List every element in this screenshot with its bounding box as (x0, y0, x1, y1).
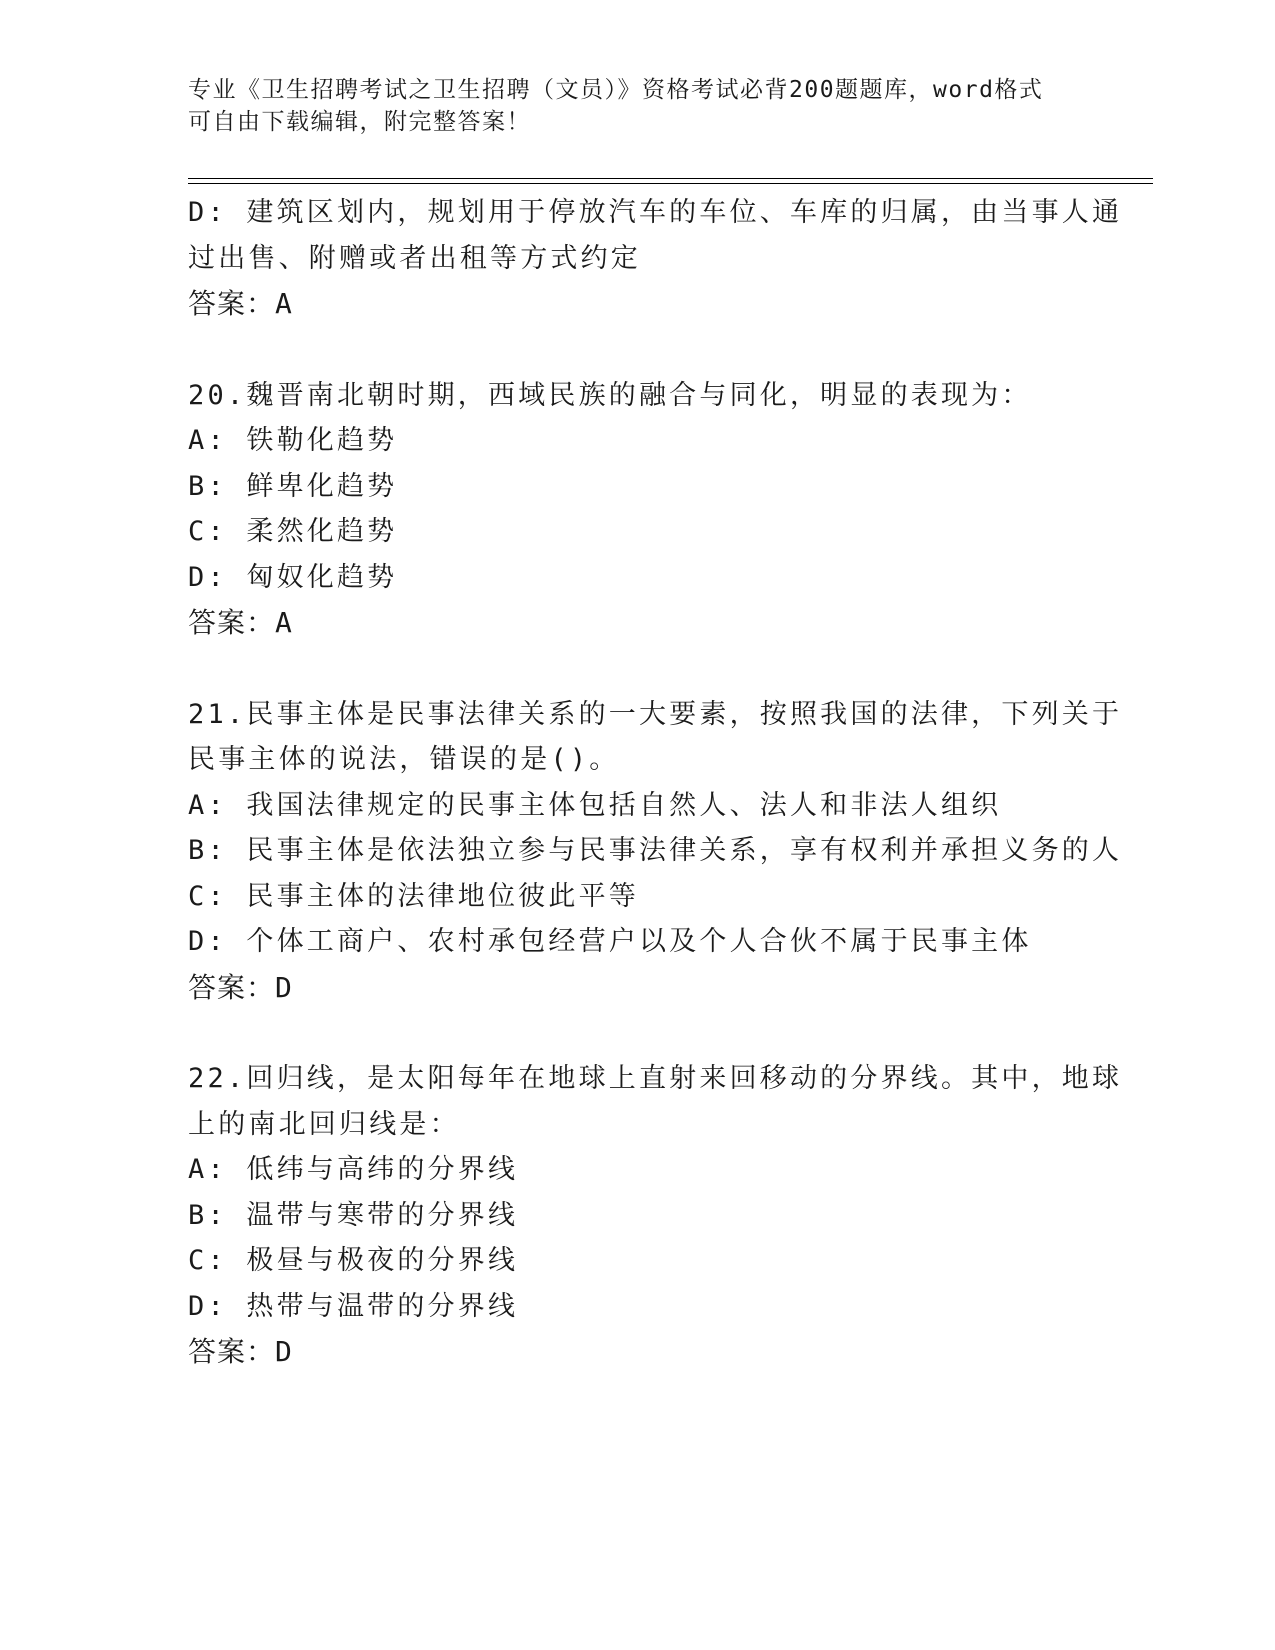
answer (188, 965, 1088, 1011)
option-c: C: 柔然化趋势 (188, 516, 398, 547)
spacer (188, 327, 1088, 373)
answer-label: 答案： (188, 970, 276, 1004)
option-c: C: 民事主体的法律地位彼此平等 (188, 880, 639, 912)
answer-value: D (275, 970, 293, 1004)
answer (188, 600, 1088, 646)
prev-answer (188, 281, 1088, 327)
spacer (188, 1010, 1088, 1056)
question-stem: 20.魏晋南北朝时期，西域民族的融合与同化，明显的表现为： (188, 379, 1032, 411)
header-rule-top (188, 178, 1153, 179)
question-22 (188, 1056, 1123, 1375)
option-d: D: 匈奴化趋势 (188, 561, 398, 593)
answer-value: A (275, 287, 293, 320)
option-d: D: 个体工商户、农村承包经营户以及个人合伙不属于民事主体 (188, 926, 1032, 957)
prev-option-d-line-2: 过出售、附赠或者出租等方式约定 (188, 242, 641, 274)
question-stem-line-2: 民事主体的说法，错误的是()。 (188, 744, 620, 775)
answer (188, 1329, 1088, 1375)
option-a: A: 我国法律规定的民事主体包括自然人、法人和非法人组织 (188, 789, 1002, 821)
question-stem-line-2: 上的南北回归线是： (188, 1108, 460, 1140)
answer-label: 答案： (188, 606, 276, 639)
header-line-1: 专业《卫生招聘考试之卫生招聘（文员）》资格考试必背200题题库，word格式 (188, 77, 1044, 103)
answer-value: A (275, 606, 293, 639)
option-b: B: 民事主体是依法独立参与民事法律关系，享有权利并承担义务的人 (188, 835, 1123, 866)
prev-option-d-line-1: D: 建筑区划内，规划用于停放汽车的车位、车库的归属，由当事人通 (188, 197, 1123, 228)
option-a: A: 铁勒化趋势 (188, 425, 398, 456)
option-c: C: 极昼与极夜的分界线 (188, 1245, 519, 1276)
question-stem-line-1: 22.回归线，是太阳每年在地球上直射来回移动的分界线。其中，地球 (188, 1063, 1123, 1094)
option-b: B: 鲜卑化趋势 (188, 470, 398, 502)
header-rule-bottom (188, 183, 1153, 184)
question-stem-line-1: 21.民事主体是民事法律关系的一大要素，按照我国的法律，下列关于 (188, 698, 1123, 730)
document-header (188, 74, 1068, 138)
option-a: A: 低纬与高纬的分界线 (188, 1154, 519, 1185)
question-21 (188, 692, 1123, 1011)
answer-label: 答案： (188, 287, 276, 320)
question-content (188, 190, 1123, 1375)
answer-value: D (275, 1335, 293, 1368)
spacer (188, 646, 1088, 692)
header-line-2: 可自由下载编辑，附完整答案！ (188, 109, 531, 135)
answer-label: 答案： (188, 1335, 276, 1368)
option-b: B: 温带与寒带的分界线 (188, 1199, 519, 1231)
question-20 (188, 373, 1088, 646)
prev-question (188, 190, 1123, 327)
option-d: D: 热带与温带的分界线 (188, 1290, 519, 1322)
